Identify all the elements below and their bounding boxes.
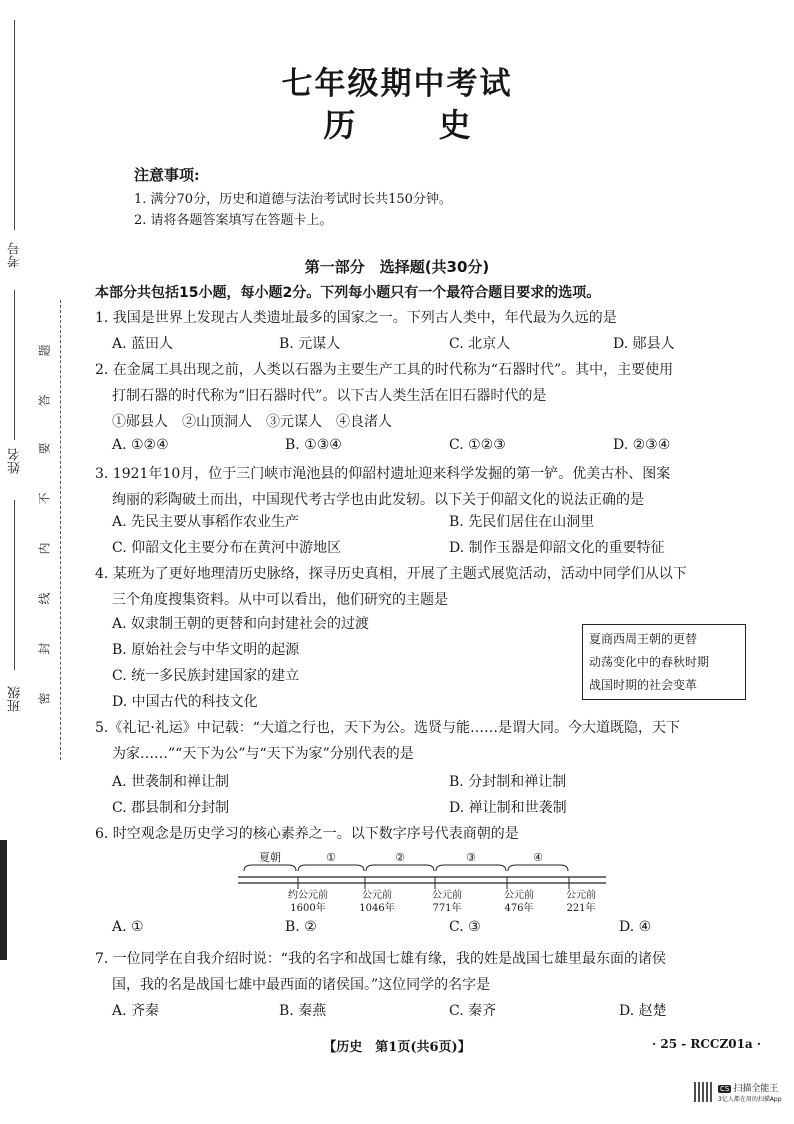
q4-info-box (582, 624, 746, 700)
subject-char: 史 (438, 106, 471, 144)
q7-option-a: A. 齐秦 (112, 1003, 160, 1019)
seal-char: 答 (37, 394, 52, 407)
q7-option-b: B. 秦燕 (279, 1003, 327, 1019)
class-line (14, 500, 15, 670)
scanner-name: 扫描全能王 (733, 1084, 779, 1094)
q1-option-c: C. 北京人 (449, 336, 511, 352)
q2-option-d: D. ②③④ (613, 437, 671, 453)
q3-option-d: D. 制作玉器是仰韶文化的重要特征 (449, 540, 665, 556)
timeline-bracket (298, 865, 364, 871)
timeline-date-bottom: 1046年 (359, 903, 395, 914)
q1-stem: 1. 我国是世界上发现古人类遗址最多的国家之一。下列古人类中，年代最为久远的是 (95, 310, 617, 326)
timeline-bracket (508, 865, 568, 871)
timeline-segment-label: ③ (466, 851, 476, 864)
q7-stem-line: 国，我的名是战国七雄中最西面的诸侯国。”这位同学的名字是 (112, 977, 491, 993)
timeline-bracket (436, 865, 506, 871)
timeline-date-bottom: 476年 (504, 903, 534, 914)
q6-option-b: B. ② (285, 919, 317, 935)
q2-option-a: A. ①②④ (112, 437, 169, 453)
q3-option-a: A. 先民主要从事稻作农业生产 (112, 514, 300, 530)
q5-stem-line: 5.《礼记·礼运》中记载：“大道之行也，天下为公。选贤与能……是谓大同。今大道既隐，天下 (95, 720, 680, 736)
notes-heading: 注意事项: (134, 166, 200, 184)
q6-option-d: D. ④ (619, 919, 652, 935)
q4-option-a: A. 奴隶制王朝的更替和向封建社会的过渡 (112, 616, 370, 632)
q4-option-b: B. 原始社会与中华文明的起源 (112, 642, 300, 658)
q4-box-line: 夏商西周王朝的更替 (589, 632, 698, 646)
notes-item: 2. 请将各题答案填写在答题卡上。 (134, 213, 333, 228)
timeline-date-top: 公元前 (566, 890, 596, 901)
part-title: 第一部分 选择题(共30分) (304, 258, 490, 276)
scanner-subtitle: 3亿人都在用的扫描App (718, 1096, 782, 1103)
q4-option-d: D. 中国古代的科技文化 (112, 694, 258, 710)
q1-option-d: D. 郧县人 (613, 336, 675, 352)
page-footer: 【历史 第1页(共6页)】 (323, 1040, 471, 1055)
seal-char: 不 (37, 492, 52, 505)
scanner-badge: CS (720, 1085, 730, 1093)
q7-option-d: D. 赵楚 (619, 1003, 667, 1019)
q3-option-b: B. 先民们居住在山洞里 (449, 514, 595, 530)
seal-char: 线 (37, 592, 52, 605)
seal-char: 内 (37, 542, 52, 555)
q4-stem-line: 三个角度搜集资料。从中可以看出，他们研究的主题是 (112, 592, 448, 608)
timeline-date-top: 约公元前 (288, 890, 328, 901)
scan-edge-mark (0, 840, 7, 960)
q7-stem-line: 7. 一位同学在自我介绍时说：“我的名字和战国七雄有缘，我的姓是战国七雄里最东面的诸侯 (95, 951, 666, 967)
timeline-segment-label: ④ (533, 851, 543, 864)
q5-stem-line: 为家……”“天下为公”与“天下为家”分别代表的是 (112, 746, 414, 762)
timeline-segment-label: ② (395, 851, 405, 864)
q6-option-c: C. ③ (449, 919, 481, 935)
subject-char: 历 (323, 106, 356, 144)
part-intro: 本部分共包括15小题，每小题2分。下列每小题只有一个最符合题目要求的选项。 (95, 285, 601, 301)
timeline-bracket (366, 865, 434, 871)
seal-char: 要 (37, 442, 52, 455)
seal-char: 封 (37, 642, 52, 655)
timeline-date-bottom: 771年 (432, 903, 462, 914)
q4-stem-line: 4. 某班为了更好地理清历史脉络，探寻历史真相，开展了主题式展览活动，活动中同学们从以下 (95, 566, 687, 582)
q5-option-a: A. 世袭制和禅让制 (112, 774, 230, 790)
timeline-segment-label: ① (326, 851, 336, 864)
seal-char: 题 (37, 344, 52, 357)
name-line (14, 290, 15, 440)
name-label: 姓名 (8, 448, 23, 474)
timeline-date-top: 公元前 (362, 890, 392, 901)
notes-section (134, 164, 452, 231)
timeline-date-bottom: 1600年 (290, 903, 326, 914)
class-label: 班级 (8, 686, 23, 712)
exam-number-label: 考号 (8, 242, 23, 268)
notes-item: 1. 满分70分，历史和道德与法治考试时长共150分钟。 (134, 192, 452, 207)
timeline-date-top: 公元前 (504, 890, 534, 901)
q3-option-c: C. 仰韶文化主要分布在黄河中游地区 (112, 540, 342, 556)
timeline-date-top: 公元前 (432, 890, 462, 901)
q6-stem: 6. 时空观念是历史学习的核心素养之一。以下数字序号代表商朝的是 (95, 826, 519, 842)
q5-option-d: D. 禅让制和世袭制 (449, 800, 567, 816)
q7-option-c: C. 秦齐 (449, 1003, 497, 1019)
q1-option-b: B. 元谋人 (279, 336, 341, 352)
q3-stem-line: 3. 1921年10月，位于三门峡市渑池县的仰韶村遗址迎来科学发掘的第一铲。优美古朴、图案 (95, 466, 671, 482)
q4-option-c: C. 统一多民族封建国家的建立 (112, 668, 300, 684)
q5-option-b: B. 分封制和禅让制 (449, 774, 567, 790)
q2-option-c: C. ①②③ (449, 437, 506, 453)
q4-box-line: 动荡变化中的春秋时期 (589, 655, 710, 669)
q5-option-c: C. 郡县制和分封制 (112, 800, 230, 816)
q2-items: ①郧县人 ②山顶洞人 ③元谋人 ④良渚人 (112, 414, 392, 430)
q4-box-line: 战国时期的社会变革 (589, 678, 698, 692)
q2-option-b: B. ①③④ (285, 437, 342, 453)
timeline-date-bottom: 221年 (566, 903, 596, 914)
q6-option-a: A. ① (112, 919, 144, 935)
scanner-watermark (694, 1080, 782, 1104)
binding-strip (0, 0, 80, 1124)
exam-title: 七年级期中考试 (281, 66, 513, 102)
qr-code-icon (694, 1082, 714, 1102)
subject-title (0, 100, 794, 146)
timeline-segment-label: 夏朝 (259, 851, 281, 864)
q6-timeline (238, 851, 608, 915)
seal-dashed-line (60, 300, 61, 760)
q1-option-a: A. 蓝田人 (112, 336, 174, 352)
q2-stem-line: 2. 在金属工具出现之前，人类以石器为主要生产工具的时代称为“石器时代”。其中，主要使用 (95, 362, 674, 378)
seal-char: 密 (37, 692, 52, 705)
q2-stem-line: 打制石器的时代称为“旧石器时代”。以下古人类生活在旧石器时代的是 (112, 388, 547, 404)
exam-code: · 25 - RCCZ01a · (652, 1037, 762, 1051)
timeline-bracket (244, 865, 296, 871)
q3-stem-line: 绚丽的彩陶破土而出，中国现代考古学也由此发轫。以下关于仰韶文化的说法正确的是 (112, 492, 644, 508)
